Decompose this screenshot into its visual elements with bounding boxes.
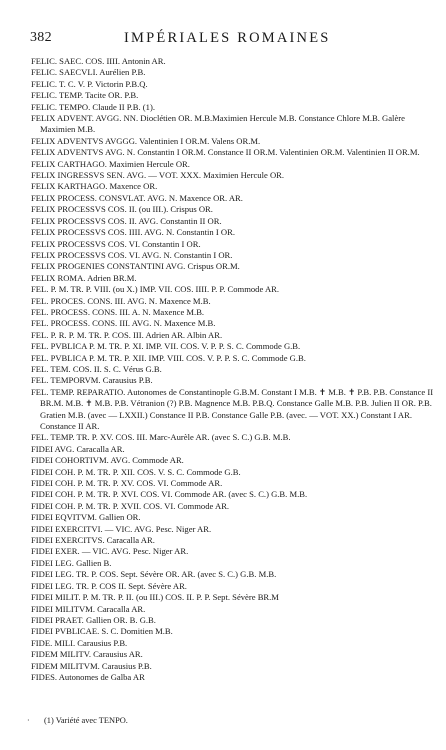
catalog-entry: FIDEI PVBLICAE. S. C. Domitien M.B. bbox=[31, 626, 173, 637]
catalog-entry: FELIX ROMA. Adrien BR.M. bbox=[31, 272, 137, 283]
running-title: IMPÉRIALES ROMAINES bbox=[124, 30, 331, 46]
catalog-entry: FELIX PROCESSVS COS. VI. Constantin I OR. bbox=[31, 238, 201, 249]
catalog-entry: FIDEI AVG. Caracalla AR. bbox=[31, 443, 125, 454]
catalog-entry: FELIX CARTHAGO. Maximien Hercule OR. bbox=[31, 158, 190, 169]
catalog-entry: FIDEI MILITVM. Caracalla AR. bbox=[31, 603, 146, 614]
catalog-entry: FIDEI LEG. TR. P. COS. Sept. Sévère OR. AR. (avec S. C.) G.B. M.B. bbox=[31, 569, 277, 580]
catalog-entry: FEL. TEMP. REPARATIO. Autonomes de Constantinople G.B.M. Constant I M.B. ✝ M.B. ✝ P.B. P.B. Constance II BR.M. M.B. ✝ M.B. P.B. Vétranion (?) P.B. Magnence M.B. P.B.Q. Constance Galle M.B. P.B. Julien II OR. P.B. Gratien M.B. (avec — LXXII.) Constance II P.B. Constance Galle P.B. (avec. — VOT. XX.) Constant I AR. Constance II AR. bbox=[31, 386, 434, 431]
catalog-entry: FELIX ADVENTVS AVGGG. Valentinien I OR.M. Valens OR.M. bbox=[31, 135, 261, 146]
catalog-entry: FIDEI COH. P. M. TR. P. XVII. COS. VI. Commode AR. bbox=[31, 500, 230, 511]
catalog-entry: FIDES. Autonomes de Galba AR bbox=[31, 671, 145, 682]
catalog-entry: FELIC. SAEC. COS. IIII. Antonin AR. bbox=[31, 56, 166, 66]
footnote: (1) Variété avec TENPO. bbox=[44, 716, 128, 725]
catalog-entry: FEL. TEMP. TR. P. XV. COS. III. Marc-Aurèle AR. (avec S. C.) G.B. M.B. bbox=[31, 432, 291, 443]
catalog-entry: FELIX PROCESSVS COS. VI. AVG. N. Constantin I OR. bbox=[31, 249, 233, 260]
catalog-entry: FIDEI LEG. TR. P. COS II. Sept. Sévère AR. bbox=[31, 580, 187, 591]
catalog-entry: FELIX ADVENT. AVGG. NN. Dioclétien OR. M.B.Maximien Hercule M.B. Constance Chlore M.B. Galère Maximien M.B. bbox=[31, 113, 405, 135]
catalog-entry: FEL. PVBLICA P. M. TR. P. XI. IMP. VII. COS. V. P. P. S. C. Commode G.B. bbox=[31, 341, 301, 352]
entry-list bbox=[31, 56, 435, 683]
catalog-entry: FEL. TEM. COS. II. S. C. Vérus G.B. bbox=[31, 363, 162, 374]
catalog-entry: FELIC. TEMP. Tacite OR. P.B. bbox=[31, 90, 139, 101]
catalog-entry: FELIX PROCESS. CONSVLAT. AVG. N. Maxence OR. AR. bbox=[31, 192, 243, 203]
catalog-entry: FIDEI LEG. Gallien B. bbox=[31, 557, 112, 568]
catalog-entry: FELIX PROGENIES CONSTANTINI AVG. Crispus OR.M. bbox=[31, 261, 240, 272]
catalog-entry: FELIX INGRESSVS SEN. AVG. — VOT. XXX. Maximien Hercule OR. bbox=[31, 170, 285, 181]
catalog-entry: FELIX PROCESSVS COS. IIII. AVG. N. Constantin I OR. bbox=[31, 227, 235, 238]
catalog-entry: FEL. PVBLICA P. M. TR. P. XII. IMP. VIII. COS. V. P. P. S. C. Commode G.B. bbox=[31, 352, 306, 363]
catalog-entry: FELIX PROCESSVS COS. II. (ou III.). Crispus OR. bbox=[31, 204, 213, 215]
catalog-entry: FIDEI COH. P. M. TR. P. XVI. COS. VI. Commode AR. (avec S. C.) G.B. M.B. bbox=[31, 489, 308, 500]
catalog-entry: FIDEI COH. P. M. TR. P. XII. COS. V. S. C. Commode G.B. bbox=[31, 466, 241, 477]
page-number: 382 bbox=[30, 30, 52, 45]
catalog-entry: FEL. PROCESS. CONS. III. AVG. N. Maxence M.B. bbox=[31, 318, 216, 329]
catalog-entry: FEL. PROCESS. CONS. III. A. N. Maxence M.B. bbox=[31, 306, 205, 317]
catalog-entry: FIDEI MILIT. P. M. TR. P. II. (ou III.) COS. II. P. P. Sept. Sévère BR.M bbox=[31, 592, 279, 603]
catalog-entry: FEL. PROCES. CONS. III. AVG. N. Maxence M.B. bbox=[31, 295, 211, 306]
catalog-entry: FEL. P. M. TR. P. VIII. (ou X.) IMP. VII. COS. IIII. P. P. Commode AR. bbox=[31, 284, 280, 295]
catalog-entry: FIDEI EXER. — VIC. AVG. Pesc. Niger AR. bbox=[31, 546, 189, 557]
catalog-entry: FIDEI EQVITVM. Gallien OR. bbox=[31, 512, 141, 523]
catalog-entry: FIDEM MILITV. Carausius AR. bbox=[31, 649, 143, 660]
catalog-entry: FELIX KARTHAGO. Maxence OR. bbox=[31, 181, 158, 192]
catalog-entry: FIDE. MILI. Carausius P.B. bbox=[31, 637, 128, 648]
catalog-entry: FEL. TEMPORVM. Carausius P.B. bbox=[31, 375, 153, 386]
catalog-entry: FELIX PROCESSVS COS. II. AVG. Constantin II OR. bbox=[31, 215, 222, 226]
catalog-entry: FIDEI EXERCITVI. — VIC. AVG. Pesc. Niger AR. bbox=[31, 523, 212, 534]
catalog-entry: FIDEI COHORTIVM. AVG. Commode AR. bbox=[31, 455, 184, 466]
catalog-entry: FIDEI EXERCITVS. Caracalla AR. bbox=[31, 535, 155, 546]
catalog-entry: FELIC. SAECVLI. Aurélien P.B. bbox=[31, 67, 146, 78]
catalog-entry: FELIC. TEMPO. Claude II P.B. (1). bbox=[31, 101, 155, 112]
catalog-entry: FIDEM MILITVM. Carausius P.B. bbox=[31, 660, 152, 671]
catalog-entry: FELIC. T. C. V. P. Victorin P.B.Q. bbox=[31, 78, 148, 89]
catalog-entry: FIDEI PRAET. Gallien OR. B. G.B. bbox=[31, 614, 156, 625]
catalog-entry: FIDEI COH. P. M. TR. P. XV. COS. VI. Commode AR. bbox=[31, 478, 223, 489]
catalog-entry: FELIX ADVENTVS AVG. N. Constantin I OR.M. Constance II OR.M. Valentinien OR.M. Valentinien II OR.M. bbox=[31, 147, 420, 158]
catalog-entry: FEL. P. R. P. M. TR. P. COS. III. Adrien AR. Albin AR. bbox=[31, 329, 223, 340]
footnote-mark: · bbox=[27, 716, 30, 725]
